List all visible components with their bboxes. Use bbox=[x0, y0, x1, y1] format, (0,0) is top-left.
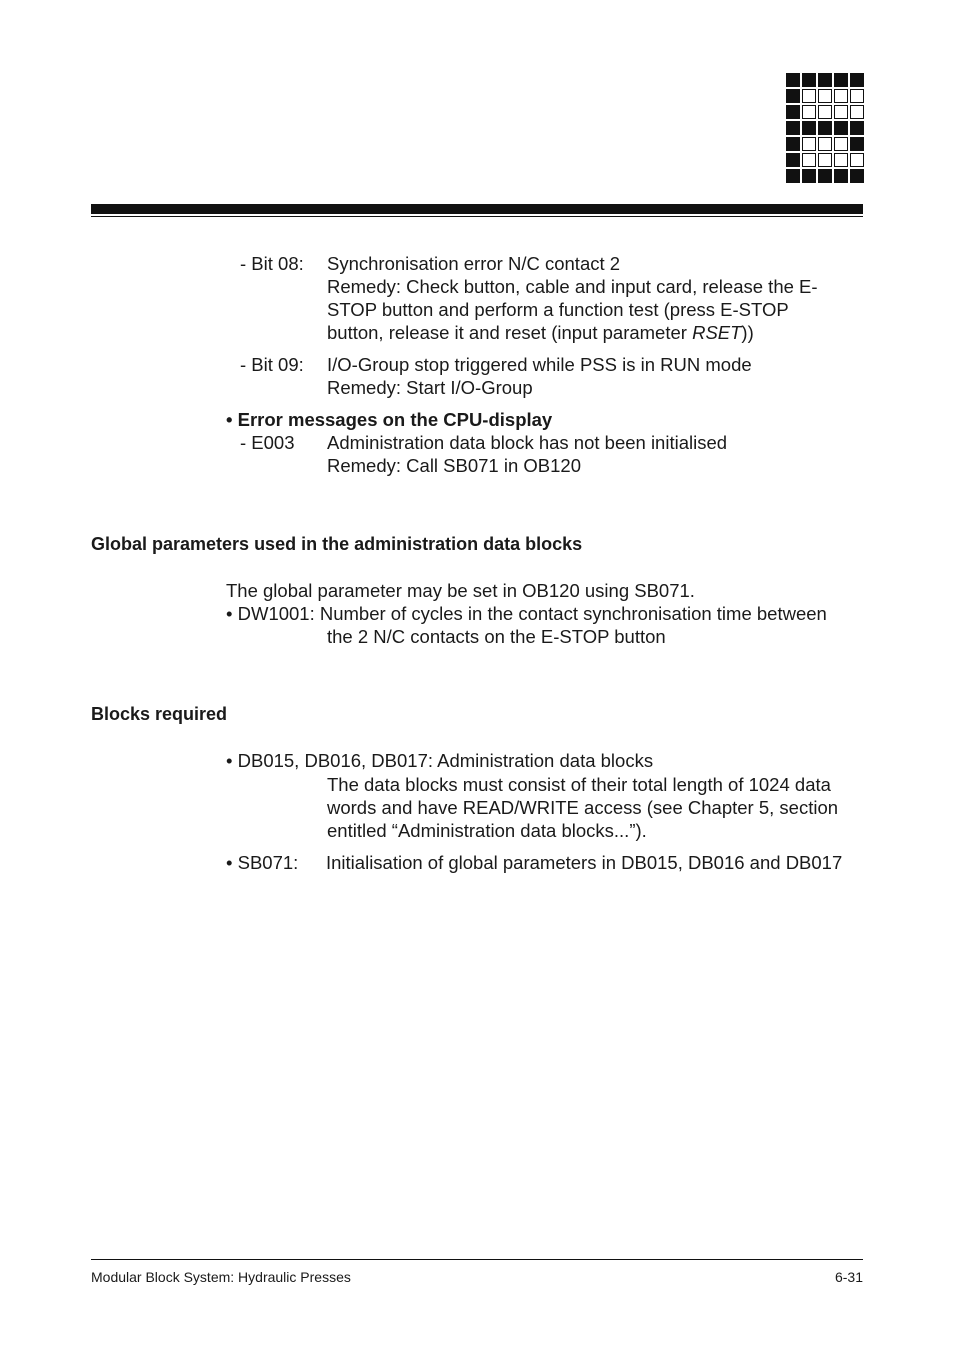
header-rule-thin bbox=[91, 216, 863, 217]
bit09-title: I/O-Group stop triggered while PSS is in RUN mode bbox=[327, 354, 752, 375]
blocks-required-heading: Blocks required bbox=[91, 704, 228, 724]
sb071-label: • SB071: bbox=[226, 852, 299, 873]
sb071-desc: Initialisation of global parameters in DB015, DB016 and DB017 bbox=[326, 852, 843, 873]
company-logo bbox=[786, 73, 864, 183]
e003-title: Administration data block has not been initialised bbox=[327, 432, 728, 453]
footer-title: Modular Block System: Hydraulic Presses bbox=[91, 1269, 351, 1285]
db-desc-line3: entitled “Administration data blocks...”). bbox=[327, 820, 647, 841]
error-messages-heading: • Error messages on the CPU-display bbox=[226, 409, 553, 430]
page-number: 6-31 bbox=[834, 1269, 863, 1285]
bit09-label: - Bit 09: bbox=[240, 354, 304, 375]
e003-remedy: Remedy: Call SB071 in OB120 bbox=[327, 455, 581, 476]
e003-label: - E003 bbox=[240, 432, 295, 453]
db-desc-line2: words and have READ/WRITE access (see Chapter 5, section bbox=[327, 797, 839, 818]
footer-rule bbox=[91, 1259, 863, 1260]
global-parameters-heading: Global parameters used in the administration data blocks bbox=[91, 534, 583, 554]
global-parameters-intro: The global parameter may be set in OB120 using SB071. bbox=[226, 580, 695, 601]
bit08-remedy-line1: Remedy: Check button, cable and input card, release the E- bbox=[327, 276, 818, 297]
rset-parameter: RSET bbox=[692, 322, 742, 343]
dw1001-line2: the 2 N/C contacts on the E-STOP button bbox=[327, 626, 666, 647]
bit08-remedy-close: )) bbox=[741, 322, 754, 343]
db-desc-line1: The data blocks must consist of their total length of 1024 data bbox=[327, 774, 831, 795]
bit08-title: Synchronisation error N/C contact 2 bbox=[327, 253, 621, 274]
bit09-remedy: Remedy: Start I/O-Group bbox=[327, 377, 533, 398]
db-blocks-line: • DB015, DB016, DB017: Administration data blocks bbox=[226, 750, 654, 771]
bit08-remedy-line2: STOP button and perform a function test (press E-STOP bbox=[327, 299, 789, 320]
header-rule-thick bbox=[91, 204, 863, 214]
bit08-remedy-text: button, release it and reset (input parameter bbox=[327, 322, 693, 343]
dw1001-line1: • DW1001: Number of cycles in the contact synchronisation time between bbox=[226, 603, 827, 624]
bit08-remedy-line3 bbox=[327, 321, 754, 344]
bit08-label: - Bit 08: bbox=[240, 253, 304, 274]
